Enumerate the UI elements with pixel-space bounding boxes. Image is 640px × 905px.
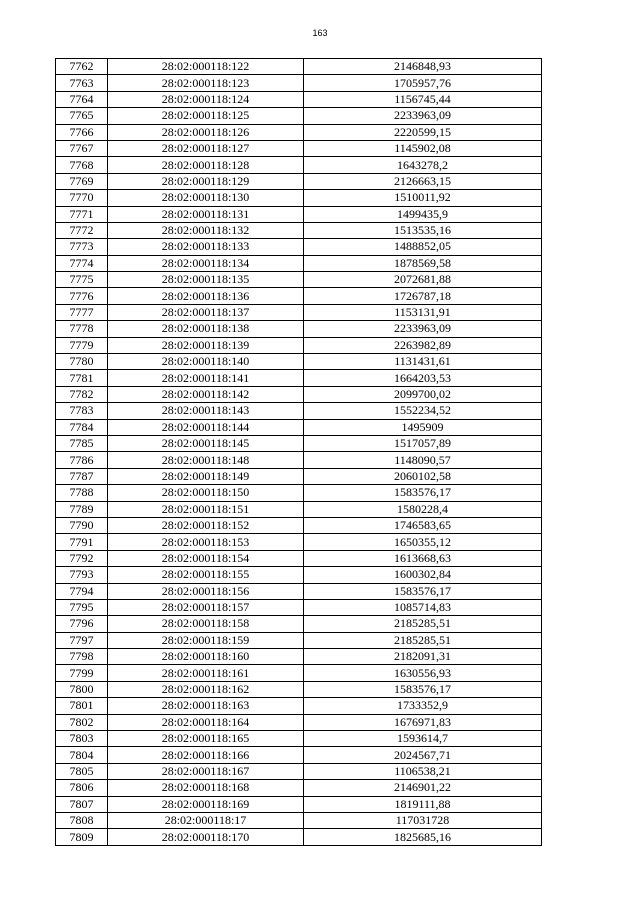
cadastral-number-cell: 28:02:000118:144 [108, 419, 304, 435]
value-cell: 1510011,92 [304, 190, 542, 206]
table-row [56, 370, 542, 386]
value-cell: 117031728 [304, 812, 542, 828]
cadastral-table [55, 58, 542, 846]
row-number-cell: 7782 [56, 386, 108, 402]
value-cell: 1650355,12 [304, 534, 542, 550]
table-row [56, 780, 542, 796]
cadastral-number-cell: 28:02:000118:128 [108, 157, 304, 173]
cadastral-number-cell: 28:02:000118:131 [108, 206, 304, 222]
value-cell: 1825685,16 [304, 829, 542, 845]
cadastral-number-cell: 28:02:000118:17 [108, 812, 304, 828]
row-number-cell: 7794 [56, 583, 108, 599]
value-cell: 2099700,02 [304, 386, 542, 402]
row-number-cell: 7767 [56, 140, 108, 156]
row-number-cell: 7780 [56, 354, 108, 370]
table-row [56, 386, 542, 402]
value-cell: 1630556,93 [304, 665, 542, 681]
cadastral-number-cell: 28:02:000118:123 [108, 75, 304, 91]
cadastral-number-cell: 28:02:000118:125 [108, 108, 304, 124]
value-cell: 1517057,89 [304, 435, 542, 451]
table-row [56, 468, 542, 484]
table-row [56, 75, 542, 91]
cadastral-number-cell: 28:02:000118:126 [108, 124, 304, 140]
cadastral-number-cell: 28:02:000118:151 [108, 501, 304, 517]
cadastral-number-cell: 28:02:000118:170 [108, 829, 304, 845]
table-row [56, 173, 542, 189]
row-number-cell: 7791 [56, 534, 108, 550]
value-cell: 1583576,17 [304, 583, 542, 599]
value-cell: 1106538,21 [304, 763, 542, 779]
row-number-cell: 7772 [56, 222, 108, 238]
cadastral-number-cell: 28:02:000118:129 [108, 173, 304, 189]
cadastral-table-container [55, 58, 542, 846]
table-row [56, 616, 542, 632]
value-cell: 1145902,08 [304, 140, 542, 156]
value-cell: 1156745,44 [304, 91, 542, 107]
table-row [56, 517, 542, 533]
value-cell: 1664203,53 [304, 370, 542, 386]
cadastral-number-cell: 28:02:000118:124 [108, 91, 304, 107]
table-row [56, 222, 542, 238]
table-row [56, 763, 542, 779]
value-cell: 1580228,4 [304, 501, 542, 517]
table-row [56, 272, 542, 288]
table-row [56, 829, 542, 845]
row-number-cell: 7785 [56, 435, 108, 451]
table-row [56, 698, 542, 714]
cadastral-number-cell: 28:02:000118:158 [108, 616, 304, 632]
cadastral-number-cell: 28:02:000118:168 [108, 780, 304, 796]
row-number-cell: 7788 [56, 485, 108, 501]
value-cell: 2182091,31 [304, 649, 542, 665]
table-row [56, 485, 542, 501]
table-row [56, 304, 542, 320]
value-cell: 1676971,83 [304, 714, 542, 730]
value-cell: 1600302,84 [304, 567, 542, 583]
value-cell: 1593614,7 [304, 731, 542, 747]
value-cell: 2263982,89 [304, 337, 542, 353]
row-number-cell: 7779 [56, 337, 108, 353]
row-number-cell: 7806 [56, 780, 108, 796]
value-cell: 1153131,91 [304, 304, 542, 320]
value-cell: 1583576,17 [304, 681, 542, 697]
table-row [56, 354, 542, 370]
cadastral-number-cell: 28:02:000118:150 [108, 485, 304, 501]
cadastral-number-cell: 28:02:000118:132 [108, 222, 304, 238]
row-number-cell: 7775 [56, 272, 108, 288]
cadastral-number-cell: 28:02:000118:122 [108, 59, 304, 75]
row-number-cell: 7768 [56, 157, 108, 173]
value-cell: 2220599,15 [304, 124, 542, 140]
row-number-cell: 7787 [56, 468, 108, 484]
row-number-cell: 7790 [56, 517, 108, 533]
table-row [56, 255, 542, 271]
table-row [56, 452, 542, 468]
table-row [56, 583, 542, 599]
value-cell: 1746583,65 [304, 517, 542, 533]
row-number-cell: 7786 [56, 452, 108, 468]
row-number-cell: 7777 [56, 304, 108, 320]
row-number-cell: 7769 [56, 173, 108, 189]
value-cell: 1878569,58 [304, 255, 542, 271]
table-row [56, 403, 542, 419]
cadastral-number-cell: 28:02:000118:130 [108, 190, 304, 206]
row-number-cell: 7762 [56, 59, 108, 75]
row-number-cell: 7789 [56, 501, 108, 517]
row-number-cell: 7798 [56, 649, 108, 665]
value-cell: 1488852,05 [304, 239, 542, 255]
table-row [56, 681, 542, 697]
row-number-cell: 7795 [56, 599, 108, 615]
value-cell: 2146848,93 [304, 59, 542, 75]
row-number-cell: 7809 [56, 829, 108, 845]
table-row [56, 550, 542, 566]
row-number-cell: 7801 [56, 698, 108, 714]
cadastral-number-cell: 28:02:000118:152 [108, 517, 304, 533]
table-row [56, 59, 542, 75]
cadastral-number-cell: 28:02:000118:160 [108, 649, 304, 665]
cadastral-number-cell: 28:02:000118:133 [108, 239, 304, 255]
cadastral-number-cell: 28:02:000118:157 [108, 599, 304, 615]
table-body [56, 59, 542, 846]
row-number-cell: 7807 [56, 796, 108, 812]
value-cell: 1552234,52 [304, 403, 542, 419]
row-number-cell: 7778 [56, 321, 108, 337]
cadastral-number-cell: 28:02:000118:127 [108, 140, 304, 156]
row-number-cell: 7784 [56, 419, 108, 435]
row-number-cell: 7776 [56, 288, 108, 304]
table-row [56, 206, 542, 222]
cadastral-number-cell: 28:02:000118:135 [108, 272, 304, 288]
row-number-cell: 7796 [56, 616, 108, 632]
page-number: 163 [312, 28, 328, 38]
table-row [56, 501, 542, 517]
cadastral-number-cell: 28:02:000118:139 [108, 337, 304, 353]
table-row [56, 435, 542, 451]
row-number-cell: 7800 [56, 681, 108, 697]
value-cell: 1643278,2 [304, 157, 542, 173]
table-row [56, 665, 542, 681]
cadastral-number-cell: 28:02:000118:134 [108, 255, 304, 271]
table-row [56, 747, 542, 763]
cadastral-number-cell: 28:02:000118:148 [108, 452, 304, 468]
table-row [56, 157, 542, 173]
row-number-cell: 7765 [56, 108, 108, 124]
table-row [56, 124, 542, 140]
row-number-cell: 7805 [56, 763, 108, 779]
cadastral-number-cell: 28:02:000118:161 [108, 665, 304, 681]
row-number-cell: 7781 [56, 370, 108, 386]
cadastral-number-cell: 28:02:000118:145 [108, 435, 304, 451]
table-row [56, 534, 542, 550]
cadastral-number-cell: 28:02:000118:153 [108, 534, 304, 550]
cadastral-number-cell: 28:02:000118:140 [108, 354, 304, 370]
row-number-cell: 7792 [56, 550, 108, 566]
value-cell: 2233963,09 [304, 108, 542, 124]
cadastral-number-cell: 28:02:000118:136 [108, 288, 304, 304]
table-row [56, 321, 542, 337]
value-cell: 1613668,63 [304, 550, 542, 566]
row-number-cell: 7803 [56, 731, 108, 747]
row-number-cell: 7808 [56, 812, 108, 828]
value-cell: 1495909 [304, 419, 542, 435]
row-number-cell: 7774 [56, 255, 108, 271]
table-row [56, 632, 542, 648]
value-cell: 2060102,58 [304, 468, 542, 484]
table-row [56, 108, 542, 124]
cadastral-number-cell: 28:02:000118:156 [108, 583, 304, 599]
value-cell: 2233963,09 [304, 321, 542, 337]
row-number-cell: 7797 [56, 632, 108, 648]
row-number-cell: 7799 [56, 665, 108, 681]
value-cell: 2185285,51 [304, 632, 542, 648]
value-cell: 1705957,76 [304, 75, 542, 91]
value-cell: 2024567,71 [304, 747, 542, 763]
row-number-cell: 7773 [56, 239, 108, 255]
value-cell: 2072681,88 [304, 272, 542, 288]
cadastral-number-cell: 28:02:000118:142 [108, 386, 304, 402]
cadastral-number-cell: 28:02:000118:166 [108, 747, 304, 763]
value-cell: 1513535,16 [304, 222, 542, 238]
table-row [56, 239, 542, 255]
value-cell: 1819111,88 [304, 796, 542, 812]
cadastral-number-cell: 28:02:000118:137 [108, 304, 304, 320]
value-cell: 1085714,83 [304, 599, 542, 615]
cadastral-number-cell: 28:02:000118:167 [108, 763, 304, 779]
value-cell: 1733352,9 [304, 698, 542, 714]
cadastral-number-cell: 28:02:000118:163 [108, 698, 304, 714]
cadastral-number-cell: 28:02:000118:141 [108, 370, 304, 386]
table-row [56, 714, 542, 730]
cadastral-number-cell: 28:02:000118:159 [108, 632, 304, 648]
table-row [56, 140, 542, 156]
table-row [56, 731, 542, 747]
table-row [56, 796, 542, 812]
row-number-cell: 7793 [56, 567, 108, 583]
table-row [56, 91, 542, 107]
value-cell: 1499435,9 [304, 206, 542, 222]
value-cell: 2185285,51 [304, 616, 542, 632]
cadastral-number-cell: 28:02:000118:149 [108, 468, 304, 484]
cadastral-number-cell: 28:02:000118:169 [108, 796, 304, 812]
table-row [56, 419, 542, 435]
table-row [56, 812, 542, 828]
row-number-cell: 7804 [56, 747, 108, 763]
table-row [56, 567, 542, 583]
row-number-cell: 7783 [56, 403, 108, 419]
cadastral-number-cell: 28:02:000118:162 [108, 681, 304, 697]
table-row [56, 190, 542, 206]
value-cell: 1583576,17 [304, 485, 542, 501]
row-number-cell: 7771 [56, 206, 108, 222]
row-number-cell: 7764 [56, 91, 108, 107]
row-number-cell: 7802 [56, 714, 108, 730]
cadastral-number-cell: 28:02:000118:143 [108, 403, 304, 419]
cadastral-number-cell: 28:02:000118:164 [108, 714, 304, 730]
cadastral-number-cell: 28:02:000118:154 [108, 550, 304, 566]
row-number-cell: 7766 [56, 124, 108, 140]
table-row [56, 288, 542, 304]
cadastral-number-cell: 28:02:000118:138 [108, 321, 304, 337]
cadastral-number-cell: 28:02:000118:155 [108, 567, 304, 583]
value-cell: 2126663,15 [304, 173, 542, 189]
value-cell: 1726787,18 [304, 288, 542, 304]
row-number-cell: 7763 [56, 75, 108, 91]
table-row [56, 649, 542, 665]
table-row [56, 599, 542, 615]
cadastral-number-cell: 28:02:000118:165 [108, 731, 304, 747]
value-cell: 2146901,22 [304, 780, 542, 796]
value-cell: 1148090,57 [304, 452, 542, 468]
value-cell: 1131431,61 [304, 354, 542, 370]
table-row [56, 337, 542, 353]
row-number-cell: 7770 [56, 190, 108, 206]
